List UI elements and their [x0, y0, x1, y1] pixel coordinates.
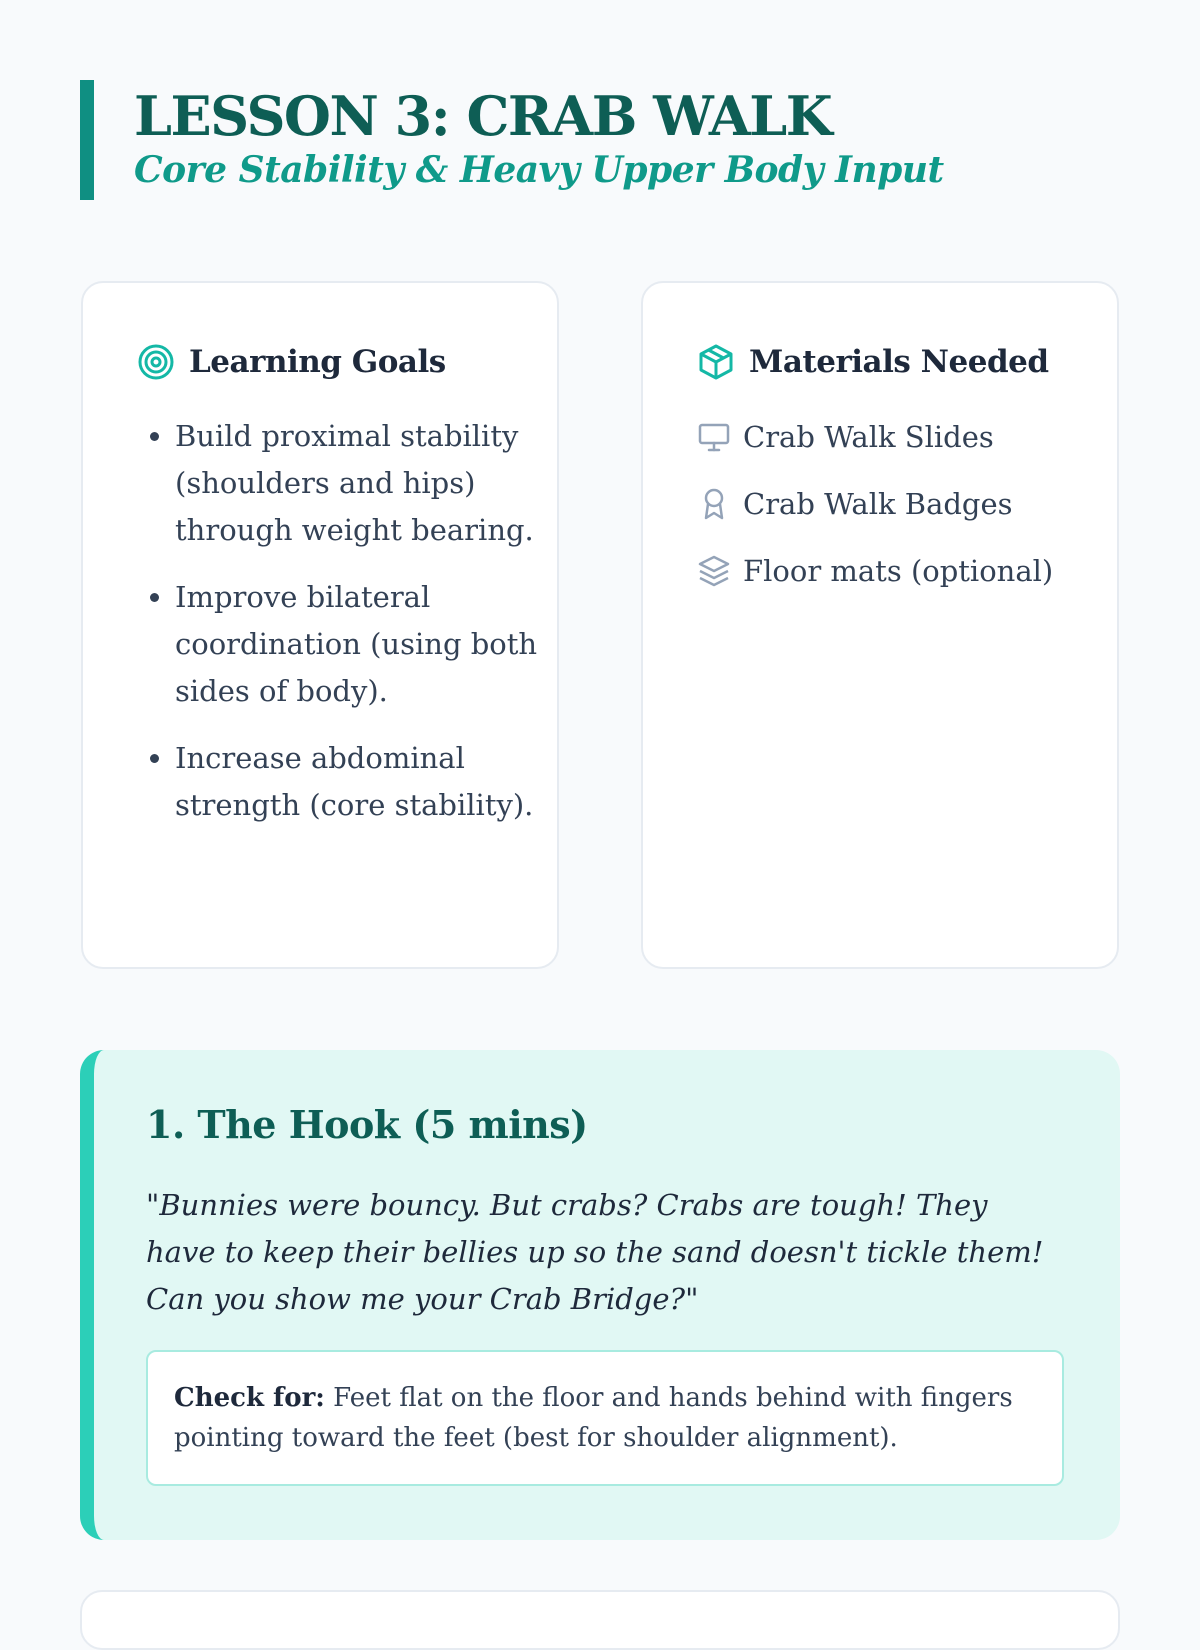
material-label: Crab Walk Slides [743, 419, 994, 454]
materials-header [697, 337, 1049, 387]
next-section-card [80, 1590, 1120, 1650]
check-for-box [146, 1350, 1064, 1486]
award-icon [697, 487, 731, 521]
learning-goals-card [81, 281, 559, 969]
list-item: • Increase abdominal strength (core stability). [175, 735, 565, 829]
list-item [697, 480, 1077, 527]
box-icon [697, 343, 735, 381]
check-for-label: Check for: [174, 1383, 325, 1413]
learning-goals-heading: Learning Goals [189, 344, 446, 380]
list-item [697, 413, 1077, 460]
materials-heading: Materials Needed [749, 344, 1049, 380]
learning-goals-header [137, 337, 446, 387]
target-icon [137, 343, 175, 381]
materials-card [641, 281, 1119, 969]
page-title: LESSON 3: CRAB WALK [134, 84, 832, 148]
layers-icon [697, 554, 731, 588]
monitor-icon [697, 420, 731, 454]
list-item: • Improve bilateral coordination (using both sides of body). [175, 574, 565, 715]
hook-quote: "Bunnies were bouncy. But crabs? Crabs are tough! They have to keep their bellies up so the sand doesn't tickle them! Can you show me your Crab Bridge?" [146, 1188, 1044, 1316]
lesson-header [80, 80, 1120, 200]
learning-goals-list [137, 413, 565, 849]
material-label: Crab Walk Badges [743, 486, 1013, 521]
list-item [697, 547, 1077, 594]
page-subtitle: Core Stability & Heavy Upper Body Input [134, 149, 944, 191]
list-item: • Build proximal stability (shoulders and hips) through weight bearing. [175, 413, 565, 554]
material-label: Floor mats (optional) [743, 553, 1054, 588]
materials-list [697, 413, 1077, 614]
check-for-text: Feet flat on the floor and hands behind with fingers pointing toward the feet (best for shoulder alignment). [174, 1383, 1013, 1453]
hook-section [80, 1050, 1120, 1540]
hook-title: 1. The Hook (5 mins) [146, 1102, 588, 1147]
